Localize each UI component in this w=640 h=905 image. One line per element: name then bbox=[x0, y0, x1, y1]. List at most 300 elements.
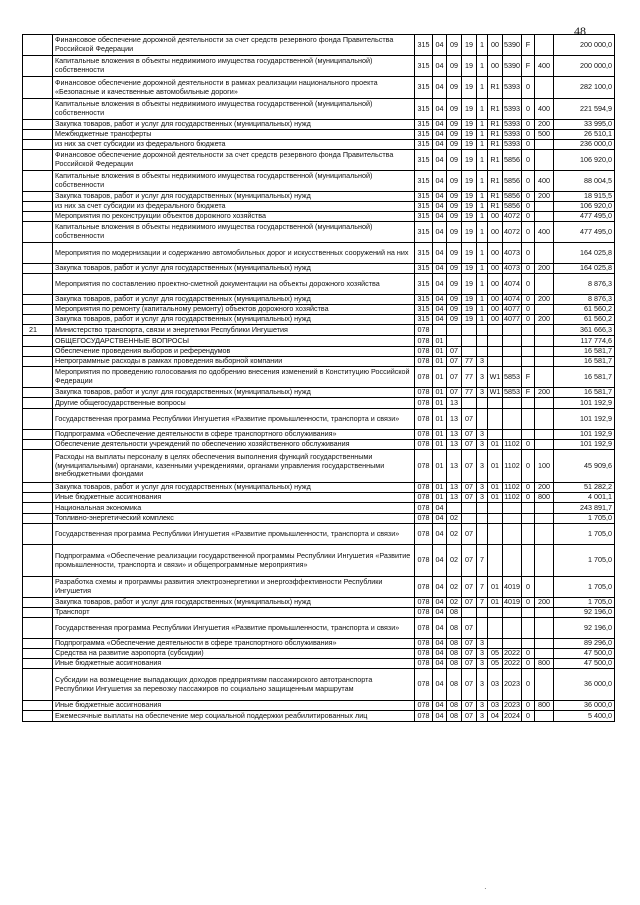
row-number-cell bbox=[23, 35, 53, 56]
amount-cell: 361 666,3 bbox=[554, 325, 615, 336]
razdel-cell: 04 bbox=[433, 315, 447, 325]
main-event-cell bbox=[488, 409, 503, 430]
razdel-cell: 04 bbox=[433, 243, 447, 264]
direction-cell: 5393 bbox=[504, 129, 520, 139]
razdel-cell: 04 bbox=[433, 222, 447, 243]
razdel-cell: 04 bbox=[433, 274, 447, 295]
subprogram-cell: 1 bbox=[477, 35, 488, 56]
row-name-cell: Капитальные вложения в объекты недвижимого имущества государственной (муниципальной) собственности bbox=[53, 56, 415, 77]
direction-cell: 2022 bbox=[504, 648, 520, 658]
row-number-cell bbox=[23, 120, 53, 130]
amount-cell: 45 909,6 bbox=[554, 450, 615, 483]
kvsr-cell: 078 bbox=[415, 598, 433, 608]
table-row bbox=[23, 295, 615, 305]
row-number-cell bbox=[23, 388, 53, 398]
main-event-cell: 00 bbox=[488, 212, 503, 222]
kvsr-cell: 315 bbox=[415, 305, 433, 315]
program-cell: 77 bbox=[462, 357, 477, 367]
row-number-cell bbox=[23, 347, 53, 357]
row-number-cell bbox=[23, 264, 53, 274]
direction-suffix-cell bbox=[522, 430, 535, 440]
podrazdel-cell: 08 bbox=[447, 659, 462, 669]
kvsr-cell: 315 bbox=[415, 35, 433, 56]
razdel-cell: 01 bbox=[433, 450, 447, 483]
amount-cell: 101 192,9 bbox=[554, 430, 615, 440]
row-number-cell bbox=[23, 649, 53, 659]
podrazdel-cell: 07 bbox=[447, 357, 462, 367]
direction-suffix-cell: 0 bbox=[522, 483, 535, 493]
podrazdel-cell: 08 bbox=[447, 649, 462, 659]
kvsr-cell: 315 bbox=[415, 192, 433, 202]
program-cell: 07 bbox=[462, 545, 477, 577]
direction-suffix-cell bbox=[522, 325, 535, 336]
vr-cell bbox=[535, 608, 554, 618]
direction-cell: 4074 bbox=[503, 274, 522, 295]
kvsr-cell: 078 bbox=[415, 493, 433, 503]
razdel-cell: 04 bbox=[433, 545, 447, 577]
amount-cell: 1 705,0 bbox=[554, 524, 615, 545]
kvsr-cell: 315 bbox=[415, 212, 433, 222]
row-number-cell bbox=[23, 598, 53, 608]
program-cell bbox=[462, 608, 477, 618]
table-row bbox=[23, 659, 615, 669]
podrazdel-cell: 08 bbox=[447, 639, 462, 649]
podrazdel-cell: 09 bbox=[447, 77, 462, 99]
direction-cell: 1102 bbox=[503, 450, 522, 483]
program-cell bbox=[462, 325, 477, 336]
table-row bbox=[23, 56, 615, 77]
direction-suffix-cell: 0 bbox=[522, 212, 535, 222]
row-number-cell bbox=[23, 618, 53, 639]
table-row bbox=[23, 711, 615, 722]
direction-suffix-cell: 0 bbox=[522, 140, 535, 150]
main-event-cell: 05 bbox=[488, 649, 503, 659]
amount-cell: 51 282,2 bbox=[554, 483, 615, 493]
program-cell: 19 bbox=[462, 140, 477, 150]
main-event-cell bbox=[488, 524, 503, 545]
program-cell: 07 bbox=[462, 701, 477, 711]
main-event-cell: 01 bbox=[488, 440, 503, 450]
main-event-cell: 01 bbox=[488, 577, 503, 598]
table-row bbox=[23, 243, 615, 264]
vr-cell: 500 bbox=[535, 130, 554, 140]
table-row bbox=[23, 524, 615, 545]
row-name-cell: Обеспечение проведения выборов и референдумов bbox=[53, 347, 415, 357]
table-row bbox=[23, 140, 615, 150]
row-number-cell bbox=[23, 483, 53, 493]
amount-cell: 243 891,7 bbox=[554, 503, 615, 514]
direction-suffix-cell: 0 bbox=[522, 701, 535, 711]
table-row bbox=[23, 367, 615, 388]
podrazdel-cell: 09 bbox=[447, 202, 462, 212]
main-event-cell bbox=[488, 639, 503, 649]
vr-cell: 100 bbox=[535, 450, 554, 483]
amount-cell: 1 705,0 bbox=[554, 577, 615, 598]
program-cell: 07 bbox=[462, 577, 477, 598]
direction-suffix-cell: 0 bbox=[522, 305, 535, 315]
vr-cell: 200 bbox=[535, 120, 554, 130]
vr-cell: 200 bbox=[535, 295, 554, 305]
table-row bbox=[23, 35, 615, 56]
amount-cell: 89 296,0 bbox=[554, 639, 615, 649]
kvsr-cell: 078 bbox=[415, 450, 433, 483]
main-event-cell: 05 bbox=[488, 659, 503, 669]
direction-cell: 4019 bbox=[504, 597, 520, 607]
program-cell: 19 bbox=[462, 120, 477, 130]
vr-cell bbox=[535, 440, 554, 450]
direction-suffix-cell bbox=[522, 514, 535, 524]
row-number-cell bbox=[23, 171, 53, 192]
direction-cell bbox=[503, 639, 522, 649]
podrazdel-cell: 09 bbox=[447, 295, 462, 305]
kvsr-cell: 078 bbox=[415, 711, 433, 722]
direction-cell bbox=[503, 347, 522, 357]
row-number-cell bbox=[23, 577, 53, 598]
podrazdel-cell: 09 bbox=[447, 315, 462, 325]
podrazdel-cell bbox=[447, 336, 462, 347]
subprogram-cell: 1 bbox=[477, 77, 488, 99]
vr-cell bbox=[535, 649, 554, 659]
razdel-cell: 04 bbox=[433, 598, 447, 608]
vr-cell: 400 bbox=[535, 222, 554, 243]
podrazdel-cell: 08 bbox=[447, 711, 462, 722]
row-name-cell: Финансовое обеспечение дорожной деятельности за счет средств резервного фонда Правительства Российской Федерации bbox=[53, 150, 415, 171]
podrazdel-cell: 07 bbox=[447, 367, 462, 388]
vr-cell bbox=[535, 243, 554, 264]
main-event-cell: 01 bbox=[488, 598, 503, 608]
direction-suffix-cell: F bbox=[522, 35, 535, 56]
row-number-cell bbox=[23, 77, 53, 99]
kvsr-cell: 315 bbox=[415, 130, 433, 140]
program-cell: 07 bbox=[462, 659, 477, 669]
main-event-cell bbox=[488, 430, 503, 440]
amount-cell: 61 560,2 bbox=[554, 315, 615, 325]
kvsr-cell: 315 bbox=[415, 99, 433, 120]
amount-cell: 236 000,0 bbox=[554, 140, 615, 150]
direction-suffix-cell: 0 bbox=[522, 99, 535, 120]
kvsr-cell: 078 bbox=[415, 701, 433, 711]
direction-suffix-cell bbox=[522, 347, 535, 357]
subprogram-cell: 1 bbox=[477, 222, 488, 243]
kvsr-cell: 078 bbox=[415, 503, 433, 514]
amount-cell: 101 192,9 bbox=[554, 409, 615, 430]
direction-suffix-cell: 0 bbox=[522, 295, 535, 305]
table-row bbox=[23, 325, 615, 336]
row-name-cell: Мероприятия по составлению проектно-сметной документации на объекты дорожного хозяйства bbox=[53, 274, 415, 295]
row-name-cell: Национальная экономика bbox=[53, 503, 415, 514]
main-event-cell: R1 bbox=[488, 120, 503, 130]
direction-suffix-cell: 0 bbox=[522, 130, 535, 140]
table-row bbox=[23, 120, 615, 130]
podrazdel-cell bbox=[447, 503, 462, 514]
kvsr-cell: 315 bbox=[415, 56, 433, 77]
vr-cell bbox=[535, 305, 554, 315]
direction-cell: 2022 bbox=[504, 658, 520, 668]
podrazdel-cell: 02 bbox=[447, 545, 462, 577]
razdel-cell: 01 bbox=[433, 357, 447, 367]
row-number-cell bbox=[23, 357, 53, 367]
podrazdel-cell: 09 bbox=[447, 99, 462, 120]
podrazdel-cell: 13 bbox=[447, 440, 462, 450]
row-name-cell: Капитальные вложения в объекты недвижимого имущества государственной (муниципальной) собственности bbox=[53, 222, 415, 243]
amount-cell: 117 774,6 bbox=[554, 336, 615, 347]
razdel-cell: 04 bbox=[433, 150, 447, 171]
subprogram-cell: 1 bbox=[477, 192, 488, 202]
program-cell bbox=[462, 336, 477, 347]
row-name-cell: Иные бюджетные ассигнования bbox=[53, 493, 415, 503]
table-row bbox=[23, 514, 615, 524]
amount-cell: 106 920,0 bbox=[554, 202, 615, 212]
kvsr-cell: 078 bbox=[415, 608, 433, 618]
direction-suffix-cell: 0 bbox=[522, 243, 535, 264]
row-name-cell: Закупка товаров, работ и услуг для государственных (муниципальных) нужд bbox=[53, 483, 415, 493]
row-name-cell: Мероприятия по реконструкции объектов дорожного хозяйства bbox=[53, 212, 415, 222]
amount-cell: 16 581,7 bbox=[554, 347, 615, 357]
table-row bbox=[23, 77, 615, 99]
vr-cell: 800 bbox=[535, 701, 554, 711]
amount-cell: 16 581,7 bbox=[554, 367, 615, 388]
program-cell: 19 bbox=[462, 212, 477, 222]
direction-suffix-cell: 0 bbox=[522, 150, 535, 171]
row-name-cell: Транспорт bbox=[53, 608, 415, 618]
razdel-cell: 04 bbox=[433, 701, 447, 711]
subprogram-cell: 3 bbox=[477, 493, 488, 503]
direction-suffix-cell bbox=[522, 409, 535, 430]
table-row bbox=[23, 669, 615, 701]
kvsr-cell: 315 bbox=[415, 274, 433, 295]
table-row bbox=[23, 450, 615, 483]
kvsr-cell: 078 bbox=[415, 367, 433, 388]
direction-suffix-cell: F bbox=[522, 367, 535, 388]
subprogram-cell: 1 bbox=[477, 295, 488, 305]
scan-mark: · bbox=[484, 884, 487, 893]
main-event-cell: 00 bbox=[488, 274, 503, 295]
kvsr-cell: 078 bbox=[415, 440, 433, 450]
kvsr-cell: 078 bbox=[415, 388, 433, 398]
program-cell bbox=[462, 347, 477, 357]
vr-cell bbox=[535, 347, 554, 357]
direction-suffix-cell bbox=[522, 398, 535, 409]
podrazdel-cell: 07 bbox=[447, 347, 462, 357]
kvsr-cell: 315 bbox=[415, 222, 433, 243]
main-event-cell bbox=[488, 325, 503, 336]
direction-cell: 5390 bbox=[503, 56, 522, 77]
row-name-cell: Подпрограмма «Обеспечение реализации государственной программы Республики Ингушетия «Развитие промышленности, транспорта и связи» и общепрограммные мероприятия» bbox=[53, 545, 415, 577]
row-number-cell bbox=[23, 398, 53, 409]
podrazdel-cell: 13 bbox=[447, 483, 462, 493]
row-name-cell: Субсидии на возмещение выпадающих доходов предприятиям пассажирского автотранспорта Республики Ингушетия за перевозку пассажиров по социально защищенным маршрутам bbox=[53, 669, 415, 701]
table-row bbox=[23, 430, 615, 440]
amount-cell: 4 001,1 bbox=[554, 493, 615, 503]
vr-cell bbox=[535, 77, 554, 99]
razdel-cell: 01 bbox=[433, 430, 447, 440]
row-name-cell: из них за счет субсидии из федерального бюджета bbox=[53, 140, 415, 150]
row-number-cell bbox=[23, 336, 53, 347]
table-row bbox=[23, 398, 615, 409]
direction-cell bbox=[503, 398, 522, 409]
direction-cell: 5853 bbox=[504, 387, 520, 397]
amount-cell: 36 000,0 bbox=[554, 701, 615, 711]
razdel-cell: 01 bbox=[433, 336, 447, 347]
main-event-cell: 03 bbox=[488, 669, 503, 701]
row-name-cell: Непрограммные расходы в рамках проведения выборной компании bbox=[53, 357, 415, 367]
amount-cell: 164 025,8 bbox=[554, 243, 615, 264]
amount-cell: 1 705,0 bbox=[554, 545, 615, 577]
razdel-cell: 01 bbox=[433, 347, 447, 357]
subprogram-cell bbox=[477, 514, 488, 524]
kvsr-cell: 078 bbox=[415, 325, 433, 336]
subprogram-cell: 1 bbox=[477, 171, 488, 192]
row-number-cell bbox=[23, 524, 53, 545]
direction-cell bbox=[503, 524, 522, 545]
razdel-cell: 04 bbox=[433, 192, 447, 202]
vr-cell: 200 bbox=[535, 388, 554, 398]
razdel-cell: 01 bbox=[433, 398, 447, 409]
direction-cell bbox=[503, 357, 522, 367]
direction-suffix-cell bbox=[522, 545, 535, 577]
razdel-cell: 04 bbox=[433, 639, 447, 649]
row-name-cell: Закупка товаров, работ и услуг для государственных (муниципальных) нужд bbox=[53, 315, 415, 325]
program-cell: 19 bbox=[462, 264, 477, 274]
subprogram-cell bbox=[477, 618, 488, 639]
kvsr-cell: 315 bbox=[415, 202, 433, 212]
vr-cell bbox=[535, 545, 554, 577]
direction-cell bbox=[503, 325, 522, 336]
podrazdel-cell: 09 bbox=[447, 35, 462, 56]
kvsr-cell: 315 bbox=[415, 150, 433, 171]
table-row bbox=[23, 347, 615, 357]
main-event-cell bbox=[488, 398, 503, 409]
amount-cell: 106 920,0 bbox=[554, 150, 615, 171]
program-cell: 19 bbox=[462, 202, 477, 212]
table-row bbox=[23, 440, 615, 450]
row-name-cell: Иные бюджетные ассигнования bbox=[53, 701, 415, 711]
direction-cell: 4072 bbox=[504, 211, 520, 221]
razdel-cell: 04 bbox=[433, 171, 447, 192]
kvsr-cell: 078 bbox=[415, 545, 433, 577]
direction-cell: 2023 bbox=[503, 669, 522, 701]
podrazdel-cell: 09 bbox=[447, 274, 462, 295]
row-name-cell: Мероприятия по проведению голосования по одобрению внесения изменений в Конституцию Российской Федерации bbox=[53, 367, 415, 388]
kvsr-cell: 315 bbox=[415, 120, 433, 130]
amount-cell: 33 995,0 bbox=[554, 120, 615, 130]
vr-cell bbox=[535, 357, 554, 367]
kvsr-cell: 315 bbox=[415, 171, 433, 192]
kvsr-cell: 315 bbox=[415, 295, 433, 305]
row-name-cell: Мероприятия по ремонту (капитальному ремонту) объектов дорожного хозяйства bbox=[53, 305, 415, 315]
subprogram-cell: 3 bbox=[477, 659, 488, 669]
vr-cell bbox=[535, 524, 554, 545]
podrazdel-cell: 09 bbox=[447, 192, 462, 202]
program-cell: 77 bbox=[462, 388, 477, 398]
main-event-cell: 04 bbox=[488, 711, 503, 722]
direction-cell: 5393 bbox=[504, 139, 520, 149]
program-cell: 19 bbox=[462, 99, 477, 120]
subprogram-cell bbox=[477, 347, 488, 357]
main-event-cell: 00 bbox=[488, 56, 503, 77]
table-row bbox=[23, 336, 615, 347]
row-number-cell bbox=[23, 608, 53, 618]
page-number: 48 bbox=[574, 24, 586, 38]
vr-cell bbox=[535, 274, 554, 295]
amount-cell: 221 594,9 bbox=[554, 99, 615, 120]
razdel-cell: 04 bbox=[433, 130, 447, 140]
main-event-cell bbox=[488, 545, 503, 577]
razdel-cell: 04 bbox=[433, 120, 447, 130]
row-number-cell bbox=[23, 295, 53, 305]
razdel-cell: 04 bbox=[433, 140, 447, 150]
podrazdel-cell: 02 bbox=[447, 524, 462, 545]
table-row bbox=[23, 545, 615, 577]
row-name-cell: Закупка товаров, работ и услуг для государственных (муниципальных) нужд bbox=[53, 598, 415, 608]
row-name-cell: Закупка товаров, работ и услуг для государственных (муниципальных) нужд bbox=[53, 295, 415, 305]
vr-cell: 400 bbox=[535, 56, 554, 77]
podrazdel-cell: 08 bbox=[447, 608, 462, 618]
row-number-cell bbox=[23, 701, 53, 711]
podrazdel-cell: 08 bbox=[447, 701, 462, 711]
vr-cell: 200 bbox=[535, 264, 554, 274]
amount-cell: 477 495,0 bbox=[554, 212, 615, 222]
table-row bbox=[23, 483, 615, 493]
vr-cell: 200 bbox=[535, 598, 554, 608]
razdel-cell: 04 bbox=[433, 295, 447, 305]
program-cell: 19 bbox=[462, 222, 477, 243]
kvsr-cell: 078 bbox=[415, 577, 433, 598]
vr-cell bbox=[535, 398, 554, 409]
vr-cell: 200 bbox=[535, 192, 554, 202]
direction-cell: 5856 bbox=[503, 150, 522, 171]
amount-cell: 8 876,3 bbox=[554, 295, 615, 305]
row-number-cell bbox=[23, 192, 53, 202]
main-event-cell: W1 bbox=[488, 388, 503, 398]
vr-cell: 200 bbox=[535, 315, 554, 325]
subprogram-cell: 7 bbox=[477, 545, 488, 577]
razdel-cell: 04 bbox=[433, 202, 447, 212]
program-cell: 07 bbox=[462, 711, 477, 722]
row-name-cell: Разработка схемы и программы развития электроэнергетики и энергоэффективности Республики Ингушетия bbox=[53, 577, 415, 598]
podrazdel-cell bbox=[447, 325, 462, 336]
razdel-cell: 04 bbox=[433, 577, 447, 598]
table-row bbox=[23, 130, 615, 140]
main-event-cell bbox=[488, 608, 503, 618]
podrazdel-cell: 02 bbox=[447, 514, 462, 524]
direction-cell bbox=[503, 545, 522, 577]
direction-suffix-cell: F bbox=[522, 56, 535, 77]
razdel-cell: 04 bbox=[433, 669, 447, 701]
podrazdel-cell: 09 bbox=[447, 305, 462, 315]
podrazdel-cell: 09 bbox=[447, 222, 462, 243]
main-event-cell: R1 bbox=[488, 150, 503, 171]
subprogram-cell: 3 bbox=[477, 388, 488, 398]
razdel-cell: 01 bbox=[433, 367, 447, 388]
program-cell: 07 bbox=[462, 430, 477, 440]
direction-cell: 5853 bbox=[503, 367, 522, 388]
subprogram-cell bbox=[477, 325, 488, 336]
subprogram-cell: 3 bbox=[477, 639, 488, 649]
table-row bbox=[23, 608, 615, 618]
program-cell: 07 bbox=[462, 524, 477, 545]
direction-cell: 4072 bbox=[503, 222, 522, 243]
subprogram-cell: 1 bbox=[477, 120, 488, 130]
vr-cell bbox=[535, 711, 554, 722]
vr-cell: 200 bbox=[535, 483, 554, 493]
razdel-cell: 04 bbox=[433, 524, 447, 545]
amount-cell: 477 495,0 bbox=[554, 222, 615, 243]
subprogram-cell bbox=[477, 336, 488, 347]
table-row bbox=[23, 388, 615, 398]
amount-cell: 5 400,0 bbox=[554, 711, 615, 722]
razdel-cell: 04 bbox=[433, 649, 447, 659]
